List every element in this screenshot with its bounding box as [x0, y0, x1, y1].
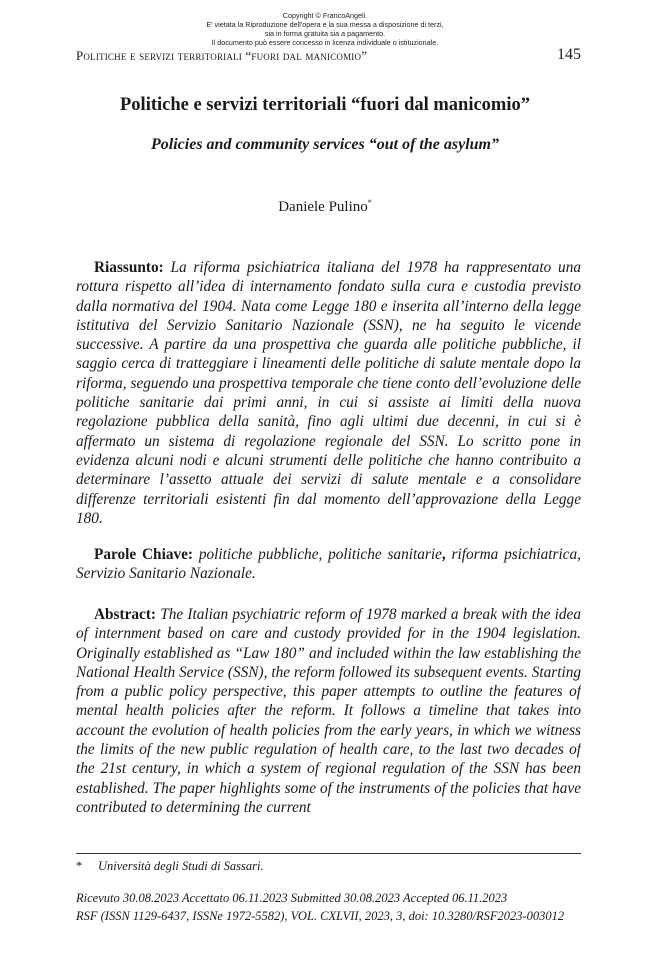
running-header: [76, 46, 581, 66]
copyright-line: Copyright © FrancoAngeli.: [282, 11, 368, 20]
abstract-paragraph: [76, 605, 581, 837]
abstract-label: Abstract:: [94, 606, 157, 623]
submission-dates: Ricevuto 30.08.2023 Accettato 06.11.2023 Submitted 30.08.2023 Accepted 06.11.2023: [76, 891, 508, 905]
copyright-notice: [0, 11, 650, 47]
copyright-line: Il documento può essere concesso in licenza individuale o istituzionale.: [211, 38, 439, 47]
riassunto-paragraph: [76, 258, 581, 528]
keywords-text-b: riforma psichiatrica, Servizio Sanitario Nazionale.: [76, 546, 582, 583]
keywords-label: Parole Chiave:: [94, 546, 193, 563]
footnote-divider: [76, 853, 581, 854]
author-name: Daniele Pulino: [278, 199, 368, 215]
article-title: Politiche e servizi territoriali “fuori dal manicomio”: [120, 95, 530, 115]
keywords-text-a: politiche pubbliche, politiche sanitarie: [198, 546, 442, 563]
footnote-mark: *: [76, 859, 83, 873]
riassunto-label: Riassunto:: [94, 259, 164, 276]
author-footnote-mark: *: [367, 198, 372, 207]
footnote-text: Università degli Studi di Sassari.: [98, 859, 264, 873]
journal-citation: RSF (ISSN 1129-6437, ISSNe 1972-5582), VOL. CXLVII, 2023, 3, doi: 10.3280/RSF2023-003012: [76, 909, 565, 923]
abstract-text: The Italian psychiatric reform of 1978 marked a break with the idea of internment based on care and custody provided for in the 1904 legislation. Originally established as “Law 180” and included within the law establishing the National Health Service (SSN), the reform followed its subsequent events. Starting from a public policy perspective, this paper attempts to outline the features of mental health policies after the reform. It follows a timeline that takes into account the evolution of health policies from the early years, in which we witness the limits of the new public regulation of health care, to the last two decades of the 21st century, in which a system of regional regulation of the SSN has been established. The paper highlights some of the instruments of the policies that have contributed to determining the current: [76, 606, 581, 816]
riassunto-text: La riforma psichiatrica italiana del 1978 ha rappresentato una rottura rispetto all’idea di internamento fondato sulla cura e custodia previsto dalla normativa del 1904. Nata come Legge 180 e inserita all’interno della legge istitutiva del Servizio Sanitario Nazionale (SSN), ne ha seguito le vicende successive. A partire da una prospettiva che guarda alle politiche pubbliche, il saggio cerca di tratteggiare i lineamenti delle politiche di salute mentale dopo la riforma, seguendo una prospettiva temporale che tiene conto dell’evoluzione delle politiche sanitarie dai primi anni, in cui si assiste ai limiti della nuova regolazione pubblica della sanità, fino agli ultimi due decenni, in cui si è affermato un sistema di regolazione regionale del SSN. Lo scritto pone in evidenza alcuni nodi e alcuni strumenti delle politiche che hanno contribuito a determinare l’assetto attuale dei servizi di salute mentale e a consolidare differenze territoriali esistenti fin dal momento dell’approvazione della Legge 180.: [76, 259, 581, 527]
article-subtitle: Policies and community services “out of the asylum”: [151, 136, 499, 153]
footnote: [76, 859, 581, 874]
page-number: 145: [557, 46, 581, 63]
author-line: [0, 198, 650, 216]
keywords-paragraph: [76, 545, 581, 584]
keywords-comma: ,: [441, 546, 446, 563]
running-title: Politiche e servizi territoriali “fuori dal manicomio”: [76, 48, 368, 63]
copyright-line: sia in forma gratuita sia a pagamento.: [264, 29, 386, 38]
copyright-line: E' vietata la Riproduzione dell'opera e la sua messa a disposizione di terzi,: [206, 20, 444, 29]
